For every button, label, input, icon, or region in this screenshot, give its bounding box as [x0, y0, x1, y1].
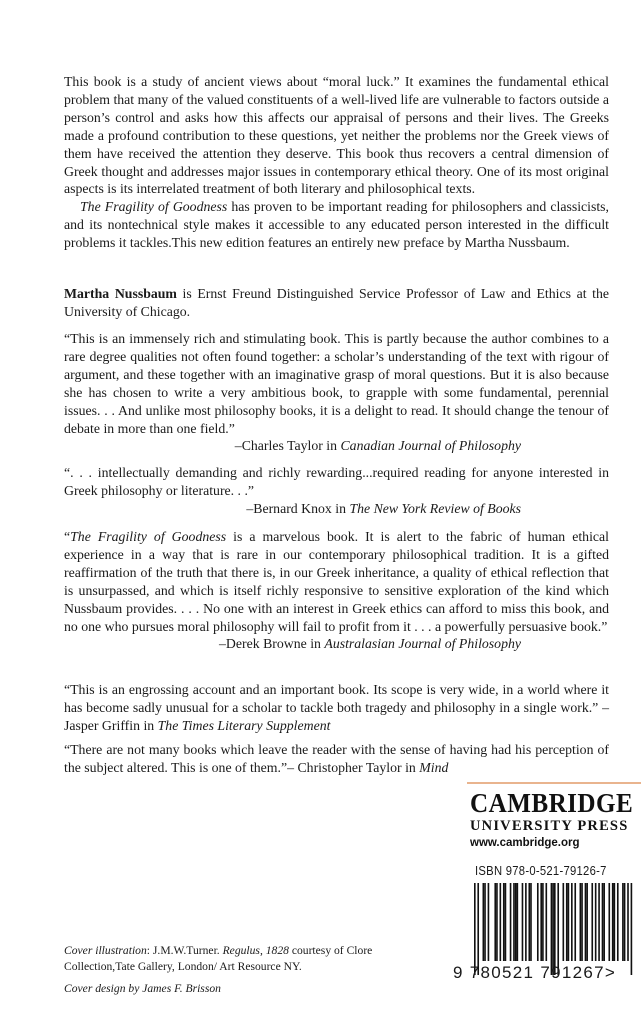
barcode-digits: 9 780521 791267> [453, 963, 617, 982]
barcode-bar [580, 883, 582, 961]
barcode-bar [525, 883, 527, 961]
barcode-bar [503, 883, 505, 961]
barcode-bar [530, 883, 532, 961]
barcode-bar [608, 883, 610, 961]
barcode-bar [568, 883, 570, 961]
review-attribution: –Derek Browne in Australasian Journal of Philosophy [219, 636, 521, 652]
cover-credits [64, 943, 394, 997]
review-text: “This is an immensely rich and stimulating book. This is partly because the author combines to a rare degree qualities not often found together: a scholar’s understanding of the text with rigour of argument, and these together with an imaginative grasp of moral questions. But it is also because she has chosen to write a very ambitious book, to grapple with some fundamental, perennial issues. . . And unlike most philosophy books, it is a delight to read. It should change the tenour of debate in more than one field.” [64, 331, 609, 436]
description-paragraph-2: The Fragility of Goodness has proven to be important reading for philosophers and classicists, and its nontechnical style makes it accessible to any educated person interested in the difficult problems it tackles.This new edition features an entirely new preface by Martha Nussbaum. [64, 199, 610, 251]
barcode-bar [496, 883, 498, 961]
barcode-bar [537, 883, 539, 961]
barcode-bar [574, 883, 576, 961]
barcode-bar [581, 883, 583, 961]
publisher-press: UNIVERSITY PRESS [470, 818, 629, 834]
barcode-bar [551, 883, 553, 975]
publisher-website: www.cambridge.org [470, 837, 580, 849]
review-attribution: –Bernard Knox in The New York Review of Books [246, 500, 521, 516]
barcode-bar [552, 883, 554, 975]
barcode-bar [500, 883, 502, 961]
review-2 [64, 464, 609, 518]
publisher-name: CAMBRIDGE [470, 788, 634, 818]
review-3 [64, 528, 609, 653]
barcode-bar [513, 883, 515, 961]
barcode-bar [484, 883, 486, 961]
barcode-bar [585, 883, 587, 961]
barcode-bar [510, 883, 512, 961]
barcode-bar [505, 883, 507, 961]
barcode-bar [602, 883, 604, 961]
review-text: “This is an engrossing account and an important book. Its scope is very wide, in a world where it has become sadly unusual for a scholar to tackle both tragedy and philosophy in a single work.” –Jasper Griffin in The Times Literary Supplement [64, 682, 609, 733]
barcode-bar [614, 883, 616, 961]
barcode-bar [617, 883, 619, 961]
author-bio-text: is Ernst Freund Distinguished Service Professor of Law and Ethics at the University of Chicago. [64, 286, 609, 319]
barcode-bar [571, 883, 573, 961]
barcode-bar [483, 883, 485, 961]
barcode-bar [598, 883, 600, 961]
barcode-bar [554, 883, 556, 975]
barcode-bar [622, 883, 624, 961]
barcode-bar [474, 883, 476, 975]
review-1 [64, 330, 609, 455]
isbn-label: ISBN 978-0-521-79126-7 [475, 864, 607, 878]
description-block [64, 73, 609, 252]
barcode-bar [563, 883, 565, 961]
divider-rule [467, 782, 641, 784]
barcode-bar [517, 883, 519, 961]
publisher-logo [470, 790, 641, 851]
author-bio [64, 285, 609, 321]
description-paragraph-1: This book is a study of ancient views about “moral luck.” It examines the fundamental ethical problem that many of the valued constituents of a well-lived life are vulnerable to factors outside a person’s control and asks how this affects our appraisal of persons and their lives. The Greeks made a profound contribution to these questions, yet neither the problems nor the Greek views of them have received the attention they deserve. This book thus recovers a central dimension of Greek thought and addresses major issues in contemporary ethical theory. One of its most original aspects is its interrelated treatment of both literary and philosophical texts. [64, 74, 609, 197]
book-title: The Fragility of Goodness [80, 199, 228, 215]
barcode-bar [540, 883, 542, 961]
barcode-bar [586, 883, 588, 961]
author-name: Martha Nussbaum [64, 286, 177, 301]
barcode-bar [624, 883, 626, 961]
barcode-bar [542, 883, 544, 961]
barcode-bar [557, 883, 559, 975]
barcode-bar [528, 883, 530, 961]
barcode-bar [627, 883, 629, 961]
barcode-bar [494, 883, 496, 961]
barcode-bar [631, 883, 633, 975]
design-credit: Cover design by James F. Brisson [64, 982, 221, 995]
barcode-bar [477, 883, 479, 975]
review-4 [64, 681, 609, 735]
review-text: “. . . intellectually demanding and richly rewarding...required reading for anyone interested in Greek philosophy or literature. . .” [64, 465, 609, 498]
review-text: “There are not many books which leave the reader with the sense of having had his perception of the subject altered. This is one of them.”– Christopher Taylor in Mind [64, 742, 609, 775]
review-attribution: –Charles Taylor in Canadian Journal of Philosophy [234, 438, 521, 454]
barcode-bar [595, 883, 597, 961]
barcode-bar [603, 883, 605, 961]
barcode-bar [488, 883, 490, 961]
barcode-bar [545, 883, 547, 961]
barcode-bar [612, 883, 614, 961]
illustration-credit: Cover illustration: J.M.W.Turner. Regulus, 1828 courtesy of Clore Collection,Tate Gallery, London/ Art Resource NY. [64, 944, 373, 973]
review-5 [64, 741, 609, 777]
barcode-bar [522, 883, 524, 961]
barcode-bar [566, 883, 568, 961]
barcode-bar [515, 883, 517, 961]
barcode-bar [591, 883, 593, 961]
review-text: “The Fragility of Goodness is a marvelous book. It is alert to the fabric of human ethical experience in a way that is rare in our contemporary philosophical tradition. It is a gifted reaffirmation of the truth that there is, in our Greek inheritance, a quality of ethical reflection that is unsurpassed, and which is itself richly responsive to sensitive exploration of the kind which Nussbaum provides. . . . No one with an interest in Greek ethics can afford to miss this book, and no one who pursues moral philosophy will fail to profit from it . . . a powerfully persuasive book.” [64, 529, 609, 634]
